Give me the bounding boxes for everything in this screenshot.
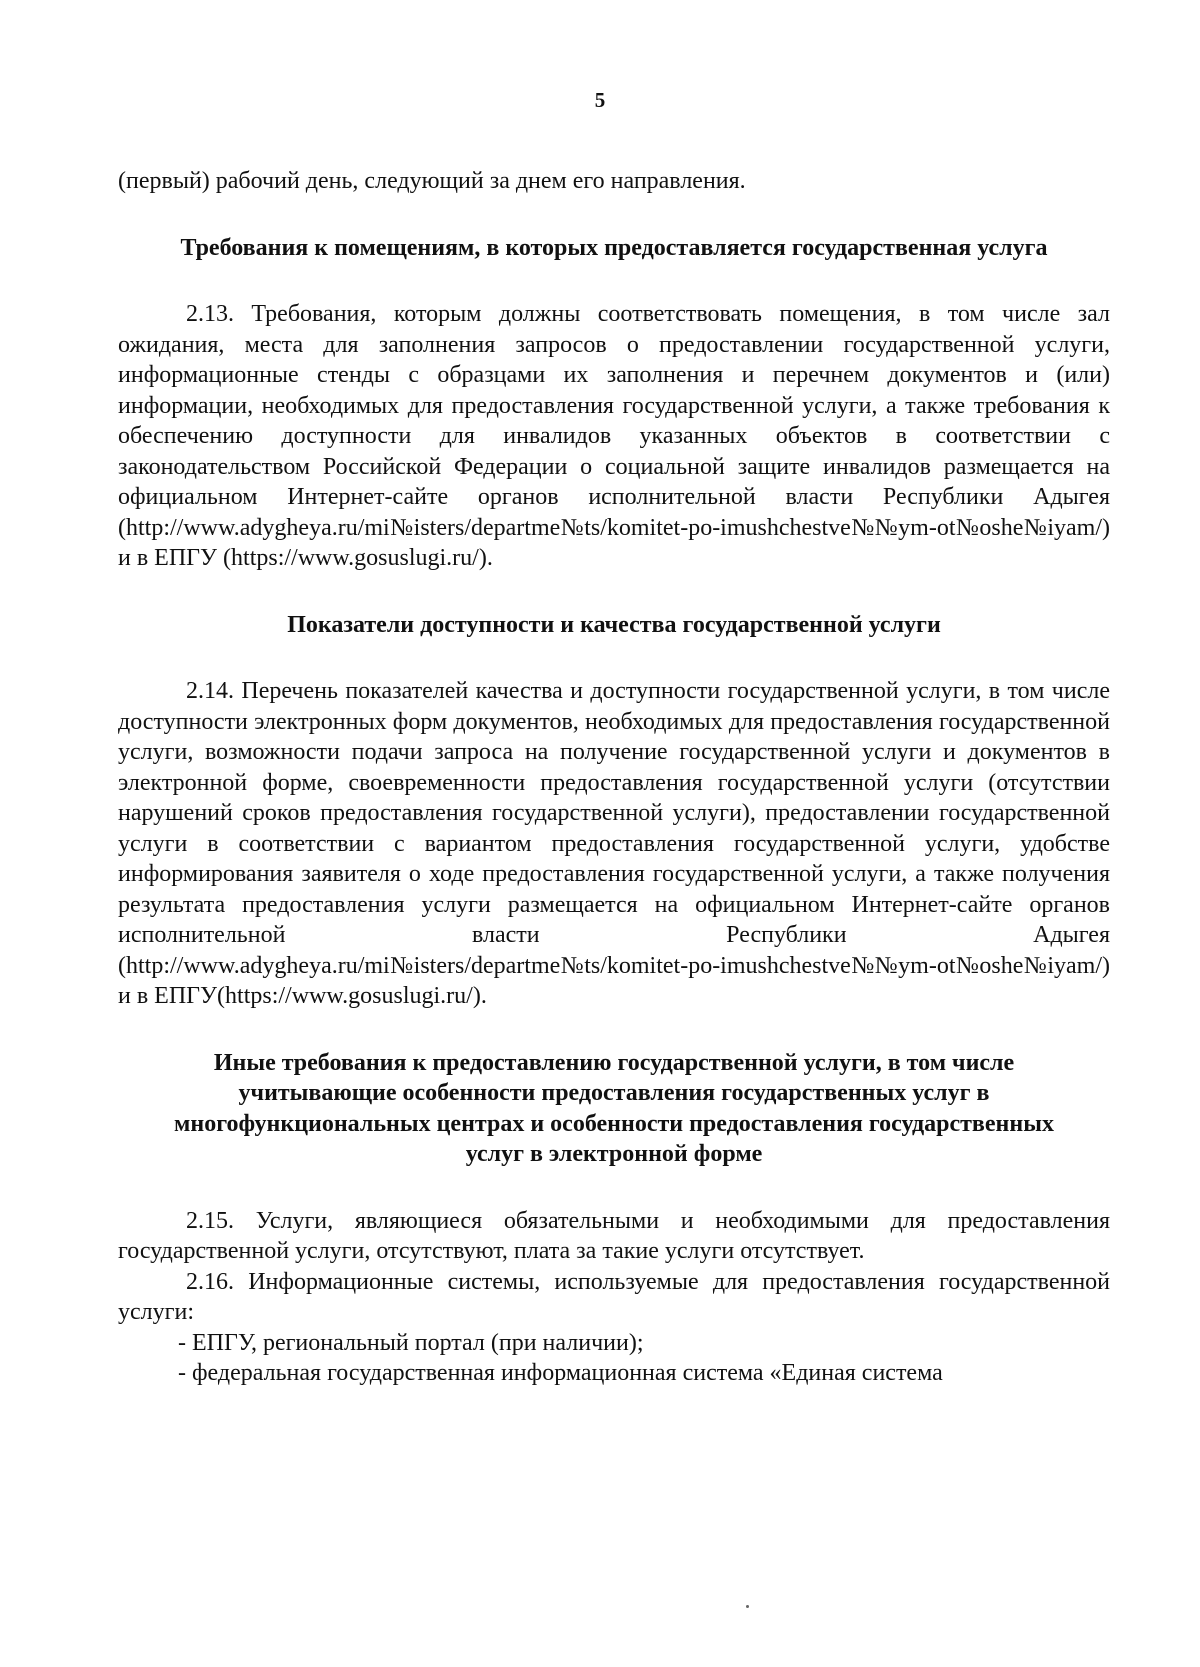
paragraph-2-15: 2.15. Услуги, являющиеся обязательными и необходимыми для предоставления государственной услуги, отсутствуют, плата за такие услуги отсутствует. xyxy=(118,1207,1110,1264)
scan-speck xyxy=(746,1605,749,1608)
list-item-epgu: - ЕПГУ, региональный портал (при наличии); xyxy=(178,1329,644,1356)
heading-other-requirements: Иные требования к предоставлению государственной услуги, в том числе учитывающие особенности предоставления государственных услуг в многофункциональных центрах и особенности предоставления государственных услуг в электронной форме xyxy=(174,1049,1054,1167)
heading-premises: Требования к помещениям, в которых предоставляется государственная услуга xyxy=(180,234,1048,261)
paragraph-2-14: 2.14. Перечень показателей качества и доступности государственной услуги, в том числе доступности электронных форм документов, необходимых для предоставления государственной услуги, возможности подачи запроса на получение государственной услуги и документов в электронной форме, своевременности предоставления государственной услуги (отсутствии нарушений сроков предоставления государственной услуги), предоставлении государственной услуги в соответствии с вариантом предоставления государственной услуги, удобстве информирования заявителя о ходе предоставления государственной услуги, а также получения результата предоставления услуги размещается на официальном Интернет-сайте органов исполнительной власти Республики Адыгея (http://www.adygheya.ru/mi№isters/departme№ts/komitet-po-imushchestve№№ym-ot№oshe№iyam/) и в ЕПГУ(https://www.gosuslugi.ru/). xyxy=(118,678,1110,1009)
heading-indicators: Показатели доступности и качества государственной услуги xyxy=(287,611,941,638)
continuation-line: (первый) рабочий день, следующий за днем его направления. xyxy=(118,168,746,194)
paragraph-2-13: 2.13. Требования, которым должны соответствовать помещения, в том числе зал ожидания, места для заполнения запросов о предоставлении государственной услуги, информационные стенды с образцами их заполнения и перечнем документов и (или) информации, необходимых для предоставления государственной услуги, а также требования к обеспечению доступности для инвалидов указанных объектов в соответствии с законодательством Российской Федерации о социальной защите инвалидов размещается на официальном Интернет-сайте органов исполнительной власти Республики Адыгея (http://www.adygheya.ru/mi№isters/departme№ts/komitet-po-imushchestve№№ym-ot№oshe№iyam/) и в ЕПГУ (https://www.gosuslugi.ru/). xyxy=(118,301,1110,571)
document-body xyxy=(118,166,1110,1389)
page-number: 5 xyxy=(594,88,606,112)
list-item-federal-system: - федеральная государственная информационная система «Единая система xyxy=(178,1360,943,1386)
paragraph-2-16: 2.16. Информационные системы, используемые для предоставления государственной услуги: xyxy=(118,1268,1110,1325)
